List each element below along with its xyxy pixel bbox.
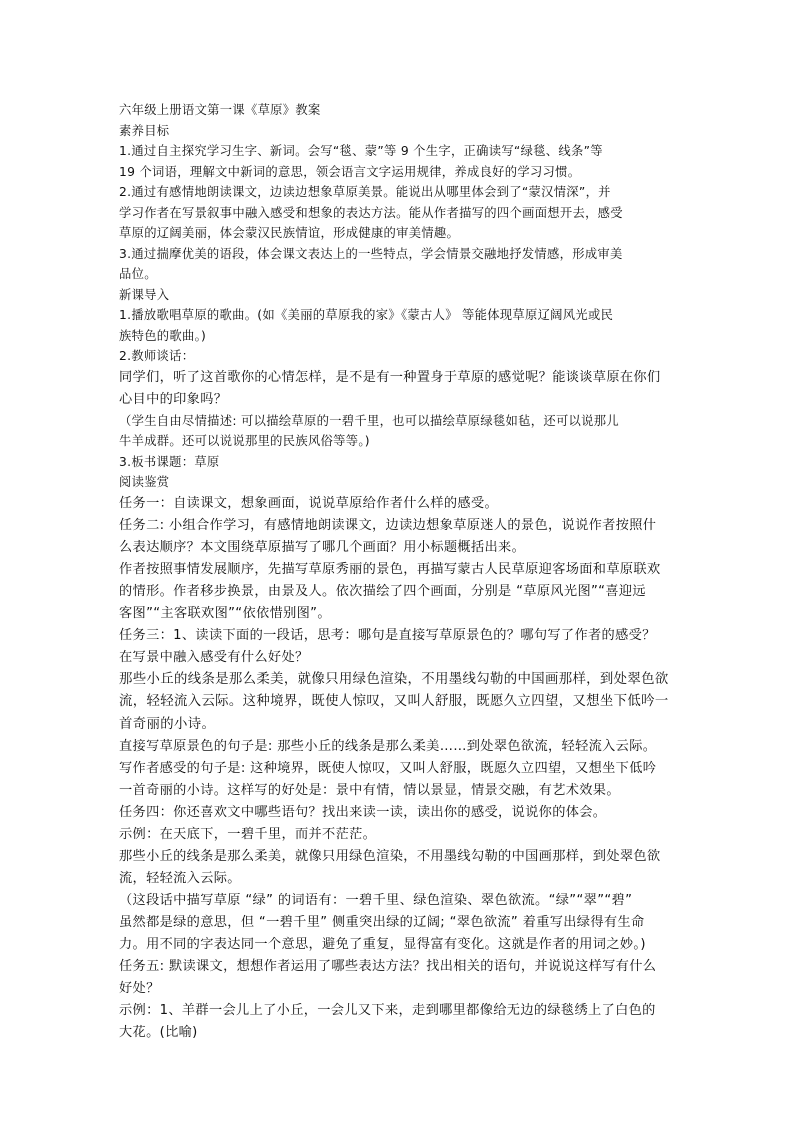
body-line: 写作者感受的句子是: 这种境界，既使人惊叹，又叫人舒服，既愿久立四望，又想坐下低吟: [119, 761, 657, 777]
body-line: 客图”“主客联欢图”“依依惜别图”。: [119, 605, 331, 621]
body-line: 19 个词语，理解文中新词的意思，领会语言文字运用规律，养成良好的学习习惯。: [119, 164, 581, 179]
task-line: 任务四：你还喜欢文中哪些语句？找出来读一读，读出你的感受，说说你的体会。: [119, 805, 607, 821]
body-line: 3.板书课题：草原: [119, 454, 220, 469]
body-line: （学生自由尽情描述: 可以描绘草原的一碧千里，也可以描绘草原绿毯如毡，还可以说那儿: [119, 413, 619, 428]
body-line: 3.通过揣摩优美的语段，体会课文表达上的一些特点，学会情景交融地抒发情感，形成审美: [119, 246, 623, 261]
body-line: 品位。: [119, 267, 157, 281]
body-line: 2.通过有感情地朗读课文，边读边想象草原美景。能说出从哪里体会到了“蒙汉情深”，并: [119, 185, 611, 199]
quote-line: 流，轻轻流入云际。这种境界，既使人惊叹，又叫人舒服，既愿久立四望，又想坐下低吟一: [119, 694, 669, 710]
section-heading-goals: 素养目标: [119, 123, 170, 138]
document-title: 六年级上册语文第一课《草原》教案: [119, 103, 321, 117]
body-line: 学习作者在写景叙事中融入感受和想象的表达方法。能从作者描写的四个画面想开去，感受: [119, 205, 623, 220]
body-line: 在写景中融入感受有什么好处？: [119, 649, 309, 665]
body-line: 么表达顺序？本文围绕草原描写了哪几个画面？用小标题概括出来。: [119, 539, 526, 555]
body-line: 草原的辽阔美丽，体会蒙汉民族情谊，形成健康的审美情趣。: [119, 226, 460, 240]
body-line: 大花。(比喻): [119, 1025, 198, 1041]
body-line: 同学们，听了这首歌你的心情怎样，是不是有一种置身于草原的感觉呢？能谈谈草原在你们: [119, 369, 661, 385]
quote-line: 首奇丽的小诗。: [119, 716, 216, 732]
body-line: 族特色的歌曲。): [119, 328, 207, 343]
body-line: 的情形。作者移步换景，由景及人。依次描绘了四个画面，分别是 “草原风光图”“喜迎远: [119, 583, 646, 599]
body-line: 1.通过自主探究学习生字、新词。会写“毯、蒙”等 9 个生字，正确读写“绿毯、线条”等: [119, 144, 603, 158]
body-line: 牛羊成群。还可以说说那里的民族风俗等等。): [119, 434, 370, 448]
body-line: 直接写草原景色的句子是: 那些小丘的线条是那么柔美……到处翠色欲流，轻轻流入云际。: [119, 739, 657, 755]
example-line: 示例：1、羊群一会儿上了小丘，一会儿又下来，走到哪里都像给无边的绿毯绣上了白色的: [119, 1003, 656, 1019]
lesson-plan-document: [119, 100, 681, 1044]
body-line: 1.播放歌唱草原的歌曲。(如《美丽的草原我的家》《蒙古人》 等能体现草原辽阔风光或民: [119, 308, 614, 322]
body-line: 作者按照事情发展顺序，先描写草原秀丽的景色，再描写蒙古人民草原迎客场面和草原联欢: [119, 561, 661, 577]
task-line: 任务三：1、读读下面的一段话，思考：哪句是直接写草原景色的？哪句写了作者的感受？: [119, 627, 656, 643]
section-heading-reading: 阅读鉴赏: [119, 475, 170, 489]
example-line: 示例：在天底下，一碧千里，而并不茫茫。: [119, 827, 377, 843]
body-line: 虽然都是绿的意思，但 “一碧千里” 侧重突出绿的辽阔; “翠色欲流” 着重写出绿得有生命: [119, 915, 645, 931]
body-line: 一首奇丽的小诗。这样写的好处是：景中有情，情以景显，情景交融，有艺术效果。: [119, 783, 620, 799]
quote-line: 流，轻轻流入云际。: [119, 871, 241, 887]
task-line: 任务五: 默读课文，想想作者运用了哪些表达方法？找出相关的语句，并说说这样写有什么: [119, 959, 657, 975]
section-heading-intro: 新课导入: [119, 287, 170, 302]
body-line: 心目中的印象吗？: [119, 391, 228, 407]
quote-line: 那些小丘的线条是那么柔美，就像只用绿色渲染，不用墨线勾勒的中国画那样，到处翠色欲: [119, 849, 661, 865]
task-line: 任务二: 小组合作学习，有感情地朗读课文，边读边想象草原迷人的景色，说说作者按照什: [119, 517, 657, 533]
body-line: （这段话中描写草原 “绿” 的词语有：一碧千里、绿色渲染、翠色欲流。“绿”“翠”“碧”: [119, 893, 633, 909]
quote-line: 那些小丘的线条是那么柔美，就像只用绿色渲染，不用墨线勾勒的中国画那样，到处翠色欲: [119, 671, 669, 687]
body-line: 力。用不同的字表达同一个意思，避免了重复，显得富有变化。这就是作者的用词之妙。): [119, 937, 646, 953]
task-line: 任务一：自读课文，想象画面，说说草原给作者什么样的感受。: [119, 495, 499, 511]
body-line: 2.教师谈话：: [119, 349, 195, 363]
body-line: 好处？: [119, 981, 160, 997]
